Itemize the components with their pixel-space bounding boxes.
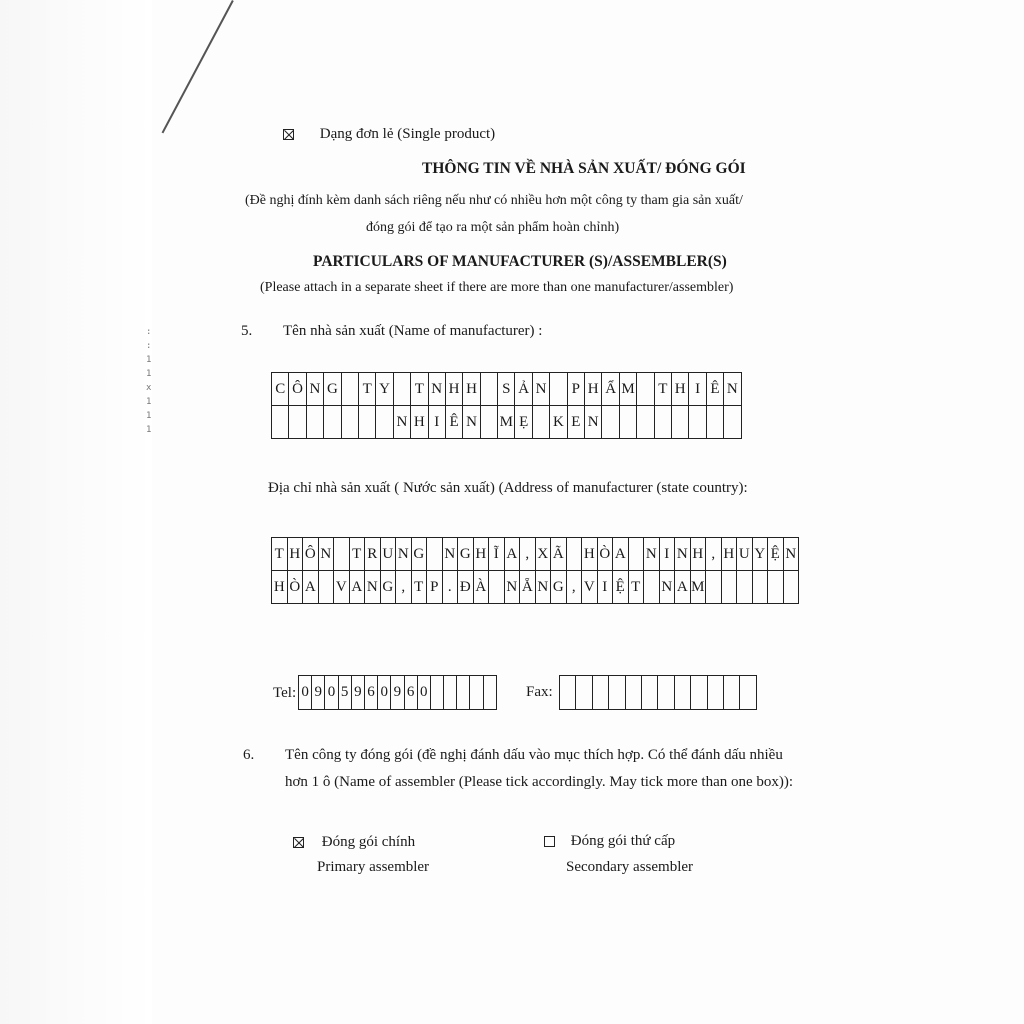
tel-grid-cell[interactable]: 6 [404,676,417,710]
fax-label: Fax: [526,684,553,700]
margin-mark: : [146,341,152,351]
note-vi-line-2: đóng gói để tạo ra một sản phẩm hoàn chỉnh) [366,220,620,235]
manufacturer-grid-cell[interactable]: G [324,373,341,406]
manufacturer-grid-cell[interactable]: H [585,373,602,406]
tel-grid-cell[interactable]: 0 [378,676,391,710]
manufacturer-grid-cell[interactable] [306,406,323,439]
address-grid-cell[interactable] [334,538,350,571]
manufacturer-grid-cell[interactable] [272,406,289,439]
fax-grid-cell[interactable] [674,676,690,710]
fax-grid-cell[interactable] [658,676,674,710]
address-grid-cell[interactable]: A [303,571,319,604]
address-grid-cell[interactable]: T [272,538,288,571]
address-grid-cell[interactable]: G [411,538,427,571]
manufacturer-grid-cell[interactable] [706,406,723,439]
manufacturer-grid-cell[interactable] [550,373,567,406]
manufacturer-grid-cell[interactable]: N [428,373,445,406]
single-product-checkbox[interactable] [283,129,294,140]
manufacturer-grid-cell[interactable] [689,406,706,439]
manufacturer-grid-cell[interactable]: N [585,406,602,439]
tel-grid-cell[interactable]: 0 [417,676,430,710]
manufacturer-grid-cell[interactable] [671,406,688,439]
tel-label: Tel: [273,685,297,701]
secondary-assembler-checkbox[interactable] [544,836,555,847]
address-grid-cell[interactable]: G [380,571,396,604]
tel-grid-cell[interactable] [457,676,470,710]
single-product-label: Dạng đơn lẻ (Single product) [319,126,496,142]
single-product-row [283,126,495,143]
manufacturer-number: 5. [241,323,253,339]
manufacturer-grid-cell[interactable] [341,373,358,406]
address-grid-cell[interactable] [489,571,505,604]
fax-grid-cell[interactable] [592,676,608,710]
address-grid-cell[interactable] [628,538,644,571]
address-grid-cell[interactable]: Ò [287,571,303,604]
address-grid-cell[interactable]: Ô [303,538,319,571]
secondary-assembler-option[interactable] [544,833,675,850]
address-grid-cell[interactable] [783,571,799,604]
address-grid-cell[interactable]: , [396,571,412,604]
address-grid-cell[interactable]: N [396,538,412,571]
manufacturer-grid-cell[interactable] [289,406,306,439]
fax-grid-cell[interactable] [576,676,592,710]
address-grid-cell[interactable] [427,538,443,571]
secondary-assembler-label-en: Secondary assembler [566,859,694,875]
manufacturer-grid-cell[interactable] [393,373,410,406]
manufacturer-grid-cell[interactable]: T [358,373,375,406]
manufacturer-grid-cell[interactable]: Ả [515,373,532,406]
primary-assembler-checkbox[interactable] [293,837,304,848]
manufacturer-grid-cell[interactable]: H [463,373,480,406]
manufacturer-grid-cell[interactable] [480,406,497,439]
address-grid-cell[interactable]: , [706,538,722,571]
fax-grid-cell[interactable] [691,676,707,710]
address-grid-cell[interactable] [768,571,784,604]
margin-mark: x [146,383,152,393]
address-grid-cell[interactable] [752,571,768,604]
manufacturer-grid-row [272,373,742,406]
margin-mark: 1 [146,397,152,407]
address-grid-cell[interactable]: N [644,538,660,571]
address-grid-cell[interactable]: . [442,571,458,604]
page-shadow [0,0,152,1024]
tel-grid-cell[interactable]: 0 [299,676,312,710]
manufacturer-grid-cell[interactable]: S [498,373,515,406]
primary-assembler-option[interactable] [293,834,415,851]
margin-mark: : [146,327,152,337]
margin-mark: 1 [146,411,152,421]
manufacturer-label: Tên nhà sản xuất (Name of manufacturer) : [283,323,543,339]
address-grid-cell[interactable]: R [365,538,381,571]
manufacturer-grid-cell[interactable]: P [567,373,584,406]
heading-en: PARTICULARS OF MANUFACTURER (S)/ASSEMBLER(S) [313,253,727,270]
fax-grid-cell[interactable] [707,676,723,710]
manufacturer-grid-cell[interactable]: Ẩ [602,373,619,406]
address-grid-cell[interactable]: Ẵ [520,571,536,604]
address-grid-cell[interactable]: Ĩ [489,538,505,571]
tel-grid-cell[interactable]: 0 [325,676,338,710]
address-grid-cell[interactable]: I [597,571,613,604]
note-en: (Please attach in a separate sheet if there are more than one manufacturer/assembler) [260,280,734,295]
manufacturer-grid-cell[interactable] [532,406,549,439]
fax-grid-cell[interactable] [723,676,739,710]
fax-grid-row [560,676,757,710]
address-grid-cell[interactable]: Ệ [613,571,629,604]
manufacturer-grid-cell[interactable] [637,406,654,439]
tel-grid-cell[interactable] [483,676,496,710]
manufacturer-name-grid[interactable] [271,372,742,439]
manufacturer-grid-cell[interactable]: N [463,406,480,439]
address-grid-cell[interactable]: H [287,538,303,571]
address-grid-cell[interactable] [737,571,753,604]
address-grid-cell[interactable]: G [458,538,474,571]
primary-assembler-label-en: Primary assembler [317,859,430,875]
manufacturer-grid-cell[interactable]: H [445,373,462,406]
manufacturer-grid-cell[interactable]: I [689,373,706,406]
address-grid-cell[interactable]: H [690,538,706,571]
address-grid-cell[interactable]: X [535,538,551,571]
address-grid-cell[interactable]: U [737,538,753,571]
margin-mark: 1 [146,425,152,435]
address-grid-cell[interactable]: P [427,571,443,604]
manufacturer-grid-cell[interactable]: N [724,373,741,406]
margin-marks [146,325,160,437]
address-grid-cell[interactable]: H [721,538,737,571]
manufacturer-grid-cell[interactable] [376,406,393,439]
manufacturer-grid-cell[interactable] [619,406,636,439]
address-grid-cell[interactable]: V [582,571,598,604]
address-grid-row [272,571,799,604]
fax-grid[interactable] [559,675,757,710]
manufacturer-grid-cell[interactable] [637,373,654,406]
page-edge [162,0,234,133]
manufacturer-grid-cell[interactable]: I [428,406,445,439]
manufacturer-grid-cell[interactable]: N [532,373,549,406]
margin-mark: 1 [146,369,152,379]
address-grid-cell[interactable]: V [334,571,350,604]
manufacturer-grid-cell[interactable]: T [654,373,671,406]
manufacturer-grid-cell[interactable]: C [272,373,289,406]
manufacturer-grid-cell[interactable] [724,406,741,439]
primary-assembler-label-vi: Đóng gói chính [321,834,416,850]
address-grid-cell[interactable]: N [365,571,381,604]
fax-grid-cell[interactable] [740,676,756,710]
manufacturer-grid-cell[interactable]: M [619,373,636,406]
address-grid-cell[interactable] [721,571,737,604]
tel-grid-cell[interactable]: 6 [364,676,377,710]
address-label: Địa chỉ nhà sản xuất ( Nước sản xuất) (Address of manufacturer (state country): [268,480,748,496]
manufacturer-grid-cell[interactable]: T [411,373,428,406]
address-grid-cell[interactable]: H [473,538,489,571]
address-grid-cell[interactable]: N [318,538,334,571]
address-grid-cell[interactable]: A [349,571,365,604]
address-grid-cell[interactable]: T [628,571,644,604]
manufacturer-grid-cell[interactable]: M [498,406,515,439]
address-grid-cell[interactable]: G [551,571,567,604]
address-grid-cell[interactable]: À [473,571,489,604]
tel-grid-cell[interactable] [470,676,483,710]
manufacturer-grid-cell[interactable] [654,406,671,439]
address-grid-cell[interactable] [644,571,660,604]
manufacturer-grid-cell[interactable]: Ê [445,406,462,439]
address-grid-cell[interactable]: N [535,571,551,604]
heading-vi: THÔNG TIN VỀ NHÀ SẢN XUẤT/ ĐÓNG GÓI [422,160,746,177]
manufacturer-grid-cell[interactable]: K [550,406,567,439]
fax-grid-cell[interactable] [641,676,657,710]
address-grid-cell[interactable]: T [411,571,427,604]
manufacturer-grid-cell[interactable]: H [671,373,688,406]
address-grid-cell[interactable]: U [380,538,396,571]
tel-grid-cell[interactable]: 9 [391,676,404,710]
tel-grid-cell[interactable] [430,676,443,710]
fax-grid-cell[interactable] [625,676,641,710]
manufacturer-grid-cell[interactable]: N [393,406,410,439]
manufacturer-grid-cell[interactable]: H [411,406,428,439]
manufacturer-grid-row [272,406,742,439]
address-grid-cell[interactable]: N [504,571,520,604]
address-grid-cell[interactable]: Ã [551,538,567,571]
address-grid-cell[interactable]: , [566,571,582,604]
address-grid-cell[interactable]: Y [752,538,768,571]
address-grid-cell[interactable]: H [582,538,598,571]
manufacturer-address-grid[interactable] [271,537,799,604]
tel-grid[interactable] [298,675,497,710]
address-grid-row [272,538,799,571]
address-grid-cell[interactable]: I [659,538,675,571]
tel-grid-cell[interactable]: 9 [351,676,364,710]
assembler-label-line-1: Tên công ty đóng gói (đề nghị đánh dấu vào mục thích hợp. Có thể đánh dấu nhiều [285,747,783,763]
address-grid-cell[interactable]: N [783,538,799,571]
note-vi-line-1: (Đề nghị đính kèm danh sách riêng nếu như có nhiều hơn một công ty tham gia sản xuất/ [245,193,743,208]
manufacturer-grid-cell[interactable] [480,373,497,406]
tel-grid-cell[interactable]: 9 [312,676,325,710]
address-grid-cell[interactable]: A [675,571,691,604]
manufacturer-grid-cell[interactable]: Y [376,373,393,406]
address-grid-cell[interactable]: A [613,538,629,571]
fax-grid-cell[interactable] [609,676,625,710]
secondary-assembler-label-vi: Đóng gói thứ cấp [570,833,676,849]
tel-grid-row [299,676,497,710]
address-grid-cell[interactable]: M [690,571,706,604]
margin-mark: 1 [146,355,152,365]
assembler-number: 6. [243,747,255,763]
address-grid-cell[interactable]: H [272,571,288,604]
manufacturer-grid-cell[interactable]: Ê [706,373,723,406]
manufacturer-grid-cell[interactable] [341,406,358,439]
address-grid-cell[interactable] [318,571,334,604]
address-grid-cell[interactable]: A [504,538,520,571]
manufacturer-grid-cell[interactable]: N [306,373,323,406]
address-grid-cell[interactable]: Ò [597,538,613,571]
address-grid-cell[interactable]: N [442,538,458,571]
fax-grid-cell[interactable] [560,676,576,710]
address-grid-cell[interactable]: N [659,571,675,604]
manufacturer-grid-cell[interactable]: Ô [289,373,306,406]
manufacturer-grid-cell[interactable] [602,406,619,439]
address-grid-cell[interactable] [706,571,722,604]
tel-grid-cell[interactable]: 5 [338,676,351,710]
address-grid-cell[interactable] [566,538,582,571]
address-grid-cell[interactable]: Ệ [768,538,784,571]
tel-grid-cell[interactable] [444,676,457,710]
address-grid-cell[interactable]: N [675,538,691,571]
manufacturer-grid-cell[interactable] [358,406,375,439]
manufacturer-grid-cell[interactable]: Ẹ [515,406,532,439]
assembler-label-line-2: hơn 1 ô (Name of assembler (Please tick accordingly. May tick more than one box)): [285,774,794,790]
address-grid-cell[interactable]: , [520,538,536,571]
address-grid-cell[interactable]: Đ [458,571,474,604]
manufacturer-grid-cell[interactable] [324,406,341,439]
address-grid-cell[interactable]: T [349,538,365,571]
manufacturer-grid-cell[interactable]: E [567,406,584,439]
